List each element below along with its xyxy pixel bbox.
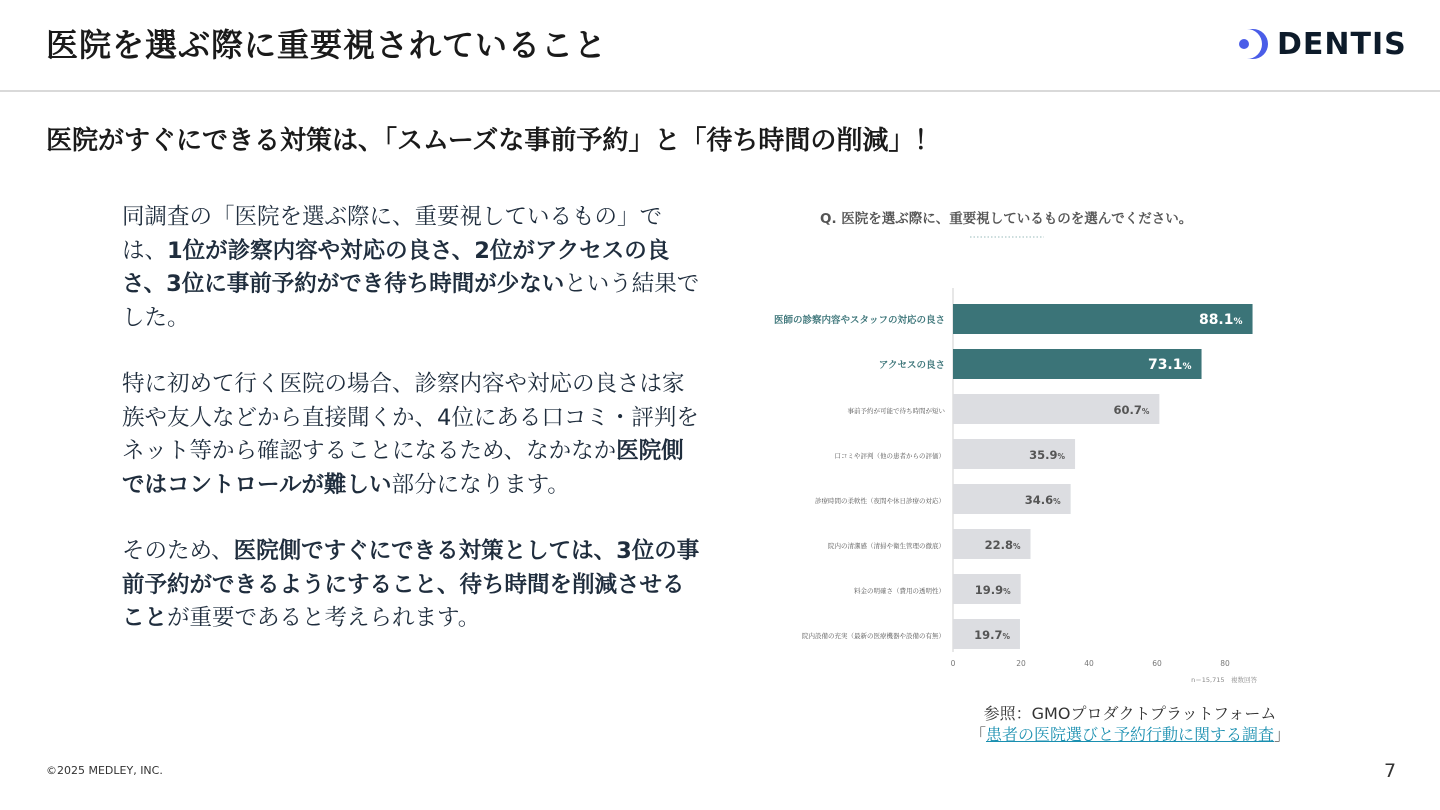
value-label-3: 35.9%	[1029, 448, 1066, 462]
p3-seg-3: が重要であると考えられます。	[167, 605, 481, 631]
p1-seg-1: 同調査の「医院を選ぶ際に、重要視しているもの」では、	[122, 204, 663, 264]
p1-seg-3: という結果でした。	[122, 271, 700, 331]
subtitle: 医院がすぐにできる対策は、「スムーズな事前予約」と「待ち時間の削減」！	[46, 126, 941, 156]
p2-seg-2: 医院側ではコントロールが難しい	[122, 438, 684, 498]
value-label-2: 60.7%	[1113, 403, 1150, 417]
p1-seg-2: 1位が診察内容や対応の良さ、2位がアクセスの良さ、3位に事前予約ができ待ち時間が少ない	[122, 237, 670, 297]
body-text	[122, 201, 702, 669]
source-link-line	[960, 724, 1300, 745]
chart-note: n＝15,715 複数回答	[1191, 676, 1257, 684]
category-label-3: 口コミや評判（他の患者からの評価）	[834, 452, 945, 460]
x-tick-label-2: 40	[1084, 659, 1094, 668]
value-label-6: 19.9%	[974, 583, 1011, 597]
source-close-bracket: 」	[1274, 725, 1291, 744]
source-line: 参照：GMOプロダクトプラットフォーム	[983, 704, 1277, 723]
category-label-0: 医師の診察内容やスタッフの対応の良さ	[773, 315, 945, 326]
category-label-5: 院内の清潔感（清掃や衛生管理の徹底）	[828, 542, 945, 550]
value-label-7: 19.7%	[974, 628, 1010, 642]
p3-seg-2: 医院側ですぐにできる対策としては、3位の事前予約ができるようにすること、待ち時間を削減させること	[122, 538, 700, 631]
dentis-logo	[1237, 26, 1407, 62]
bar-chart	[760, 195, 1300, 700]
value-label-0: 88.1%	[1198, 312, 1243, 328]
source-citation	[960, 703, 1300, 745]
p2-seg-3: 部分になります。	[391, 471, 570, 498]
x-tick-label-4: 80	[1220, 659, 1230, 668]
category-label-1: アクセスの良さ	[878, 360, 945, 371]
value-label-5: 22.8%	[984, 538, 1021, 552]
category-label-2: 事前予約が可能で待ち時間が短い	[847, 407, 945, 415]
p2-seg-1: 特に初めて行く医院の場合、診察内容や対応の良さは家族や友人などから直接聞くか、4位にある口コミ・評判をネット等から確認することになるため、なかなか	[122, 371, 699, 464]
category-label-7: 院内設備の充実（最新の医療機器や設備の有無）	[802, 632, 945, 640]
chart-title: Q. 医院を選ぶ際に、重要視しているものを選んでください。	[820, 211, 1193, 227]
x-tick-label-3: 60	[1152, 659, 1162, 668]
header	[0, 0, 1440, 92]
source-open-bracket: 「	[969, 725, 986, 744]
source-survey-link[interactable]: 患者の医院選びと予約行動に関する調査	[985, 725, 1274, 744]
paragraph-1	[122, 201, 702, 335]
category-label-4: 診療時間の柔軟性（夜間や休日診療の対応）	[815, 497, 945, 505]
p3-seg-1: そのため、	[122, 538, 234, 564]
page-title: 医院を選ぶ際に重要視されていること	[46, 26, 608, 64]
dentis-logo-text: DENTIS	[1277, 26, 1407, 62]
value-label-4: 34.6%	[1024, 493, 1061, 507]
x-tick-label-1: 20	[1016, 659, 1026, 668]
paragraph-3	[122, 535, 702, 636]
copyright: ©2025 MEDLEY, INC.	[46, 764, 163, 777]
dentis-logo-icon	[1237, 27, 1271, 61]
category-label-6: 料金の明確さ（費用の透明性）	[854, 587, 945, 595]
page-number: 7	[1384, 760, 1397, 782]
x-tick-label-0: 0	[950, 659, 956, 668]
paragraph-2	[122, 368, 702, 502]
value-label-1: 73.1%	[1147, 357, 1192, 373]
